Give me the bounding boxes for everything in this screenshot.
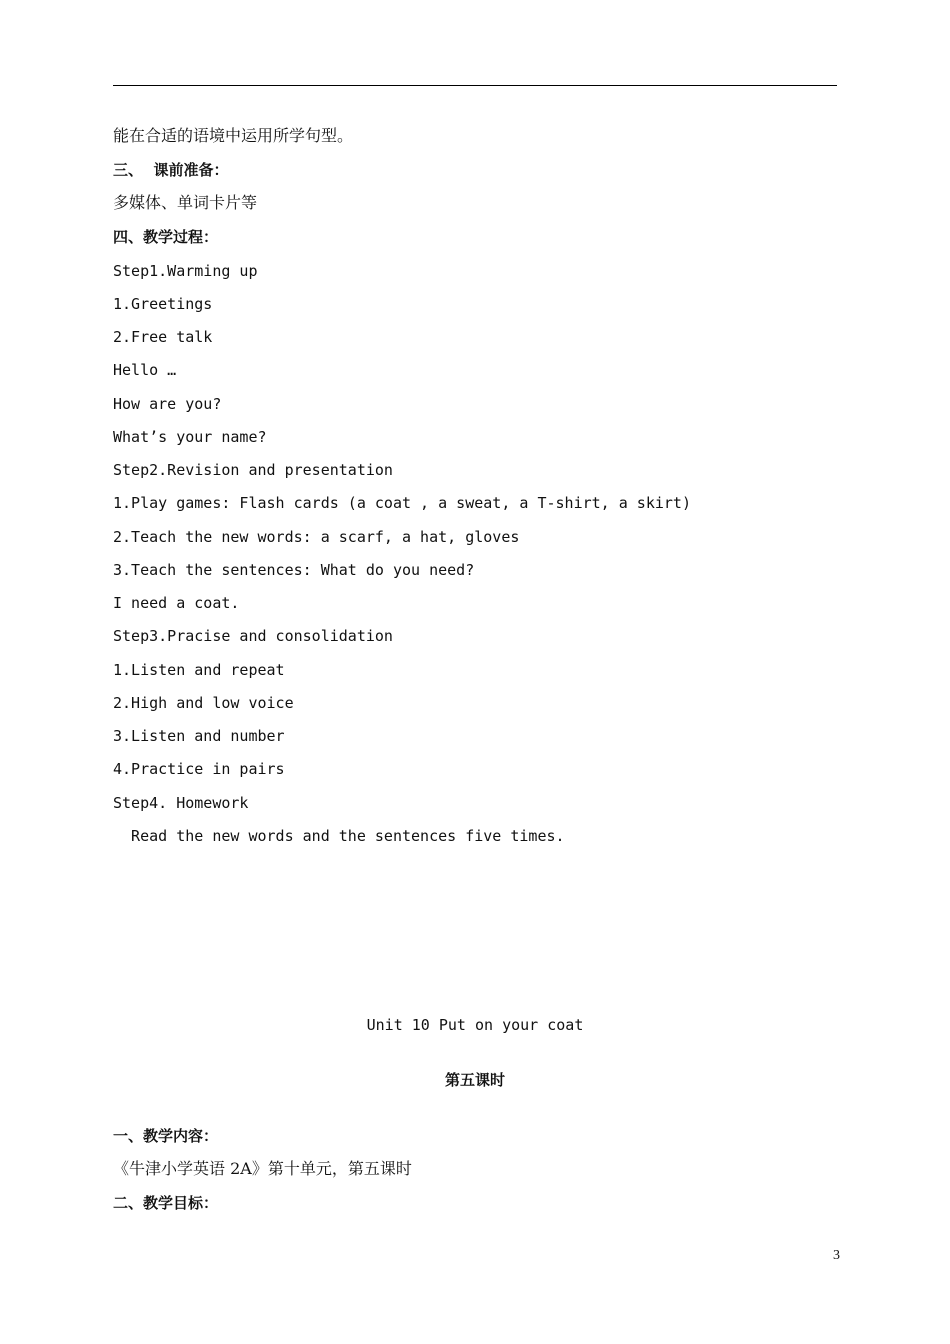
step-line: Hello … bbox=[113, 361, 177, 379]
section-1-body: 《牛津小学英语 2A》第十单元，第五课时 bbox=[113, 1159, 412, 1178]
step-line: Step3.Pracise and consolidation bbox=[113, 627, 393, 645]
step-line: Step2.Revision and presentation bbox=[113, 461, 393, 479]
step-line: 4.Practice in pairs bbox=[113, 760, 285, 778]
step-line: How are you? bbox=[113, 395, 222, 413]
step-line: What’s your name? bbox=[113, 428, 267, 446]
section-3-heading: 三、 课前准备： bbox=[113, 161, 229, 179]
section-4-heading: 四、教学过程： bbox=[113, 228, 219, 246]
step-line: Read the new words and the sentences five times. bbox=[113, 827, 565, 845]
step-line: 2.Free talk bbox=[113, 328, 213, 346]
step-line: 2.Teach the new words: a scarf, a hat, gloves bbox=[113, 528, 520, 546]
objective-text: 能在合适的语境中运用所学句型。 bbox=[113, 126, 354, 145]
step-line: 1.Listen and repeat bbox=[113, 661, 285, 679]
step-line: Step4. Homework bbox=[113, 794, 249, 812]
step-line: 3.Listen and number bbox=[113, 727, 285, 745]
step-line: Step1.Warming up bbox=[113, 262, 258, 280]
header-rule bbox=[113, 85, 837, 86]
section-2-heading: 二、教学目标： bbox=[113, 1194, 219, 1212]
step-line: 2.High and low voice bbox=[113, 694, 294, 712]
lesson-title: 第五课时 bbox=[444, 1071, 505, 1089]
step-line: 1.Greetings bbox=[113, 295, 213, 313]
step-line: 3.Teach the sentences: What do you need? bbox=[113, 561, 475, 579]
section-1-heading: 一、教学内容： bbox=[113, 1127, 219, 1145]
step-line: 1.Play games: Flash cards (a coat , a sweat, a T-shirt, a skirt) bbox=[113, 494, 691, 512]
section-3-body: 多媒体、单词卡片等 bbox=[113, 193, 258, 212]
unit-title: Unit 10 Put on your coat bbox=[366, 1016, 584, 1034]
page-number: 3 bbox=[833, 1248, 840, 1263]
step-line: I need a coat. bbox=[113, 594, 240, 612]
